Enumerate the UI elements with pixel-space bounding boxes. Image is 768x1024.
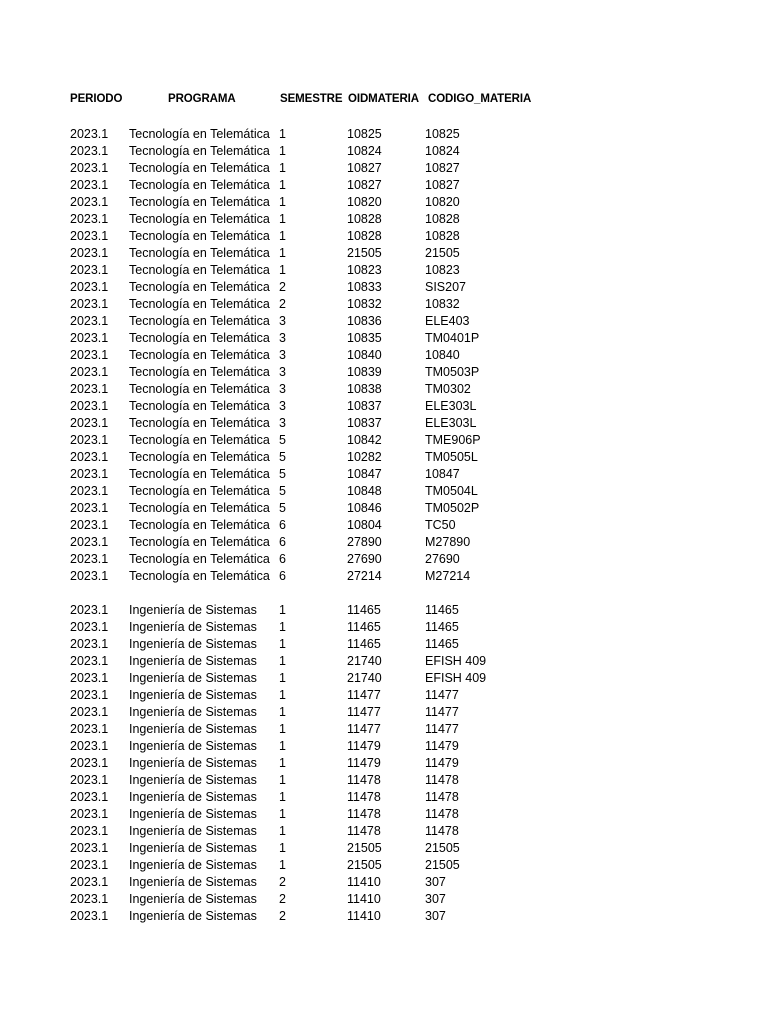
cell-programa: Tecnología en Telemática — [129, 280, 270, 294]
cell-programa: Ingeniería de Sistemas — [129, 790, 257, 804]
cell-periodo: 2023.1 — [70, 161, 109, 175]
table-row — [0, 789, 768, 806]
cell-codigo-materia: 10832 — [425, 297, 460, 311]
table-header — [0, 93, 768, 109]
cell-codigo-materia: 11479 — [425, 756, 459, 770]
cell-oidmateria: 10804 — [347, 518, 382, 532]
table-row — [0, 466, 768, 483]
cell-periodo: 2023.1 — [70, 450, 109, 464]
cell-programa: Tecnología en Telemática — [129, 348, 270, 362]
cell-programa: Ingeniería de Sistemas — [129, 637, 257, 651]
cell-oidmateria: 27690 — [347, 552, 382, 566]
cell-programa: Tecnología en Telemática — [129, 399, 270, 413]
cell-semestre: 5 — [279, 433, 286, 447]
cell-semestre: 1 — [279, 773, 286, 787]
cell-programa: Tecnología en Telemática — [129, 246, 270, 260]
cell-semestre: 1 — [279, 858, 286, 872]
cell-codigo-materia: 10827 — [425, 161, 460, 175]
table-row — [0, 296, 768, 313]
cell-programa: Ingeniería de Sistemas — [129, 688, 257, 702]
cell-codigo-materia: EFISH 409 — [425, 671, 487, 685]
cell-periodo: 2023.1 — [70, 790, 109, 804]
table-row — [0, 874, 768, 891]
table-row — [0, 619, 768, 636]
cell-semestre: 5 — [279, 467, 286, 481]
cell-semestre: 1 — [279, 263, 286, 277]
cell-programa: Tecnología en Telemática — [129, 212, 270, 226]
cell-programa: Tecnología en Telemática — [129, 535, 270, 549]
cell-semestre: 1 — [279, 178, 286, 192]
cell-semestre: 1 — [279, 756, 286, 770]
cell-programa: Tecnología en Telemática — [129, 552, 270, 566]
cell-codigo-materia: 11477 — [425, 722, 459, 736]
cell-semestre: 1 — [279, 671, 286, 685]
cell-codigo-materia: 10840 — [425, 348, 460, 362]
cell-programa: Tecnología en Telemática — [129, 297, 270, 311]
table-row — [0, 160, 768, 177]
cell-codigo-materia: 10827 — [425, 178, 460, 192]
cell-semestre: 6 — [279, 569, 286, 583]
table-row — [0, 432, 768, 449]
cell-programa: Tecnología en Telemática — [129, 467, 270, 481]
cell-periodo: 2023.1 — [70, 705, 109, 719]
cell-periodo: 2023.1 — [70, 688, 109, 702]
cell-codigo-materia: 11477 — [425, 705, 459, 719]
table-row — [0, 313, 768, 330]
cell-programa: Tecnología en Telemática — [129, 382, 270, 396]
cell-periodo: 2023.1 — [70, 756, 109, 770]
cell-codigo-materia: M27890 — [425, 535, 471, 549]
cell-semestre: 1 — [279, 824, 286, 838]
table-row — [0, 398, 768, 415]
cell-semestre: 6 — [279, 535, 286, 549]
cell-oidmateria: 11410 — [347, 892, 381, 906]
cell-programa: Tecnología en Telemática — [129, 229, 270, 243]
cell-semestre: 3 — [279, 399, 286, 413]
cell-periodo: 2023.1 — [70, 501, 109, 515]
cell-semestre: 3 — [279, 416, 286, 430]
cell-semestre: 6 — [279, 552, 286, 566]
cell-semestre: 2 — [279, 297, 286, 311]
cell-semestre: 3 — [279, 382, 286, 396]
cell-programa: Tecnología en Telemática — [129, 178, 270, 192]
table-row — [0, 262, 768, 279]
cell-periodo: 2023.1 — [70, 416, 109, 430]
cell-oidmateria: 10825 — [347, 127, 382, 141]
cell-periodo: 2023.1 — [70, 620, 109, 634]
table-row — [0, 687, 768, 704]
table-row — [0, 517, 768, 534]
table-row — [0, 840, 768, 857]
cell-programa: Tecnología en Telemática — [129, 331, 270, 345]
cell-oidmateria: 21740 — [347, 654, 382, 668]
cell-periodo: 2023.1 — [70, 212, 109, 226]
cell-semestre: 1 — [279, 722, 286, 736]
table-row — [0, 279, 768, 296]
cell-periodo: 2023.1 — [70, 263, 109, 277]
cell-codigo-materia: 21505 — [425, 858, 460, 872]
cell-codigo-materia: TM0503P — [425, 365, 480, 379]
cell-oidmateria: 10820 — [347, 195, 382, 209]
cell-oidmateria: 10282 — [347, 450, 382, 464]
cell-periodo: 2023.1 — [70, 246, 109, 260]
cell-programa: Tecnología en Telemática — [129, 195, 270, 209]
cell-programa: Tecnología en Telemática — [129, 416, 270, 430]
cell-codigo-materia: TM0505L — [425, 450, 478, 464]
cell-periodo: 2023.1 — [70, 858, 109, 872]
cell-periodo: 2023.1 — [70, 348, 109, 362]
cell-periodo: 2023.1 — [70, 824, 109, 838]
cell-periodo: 2023.1 — [70, 484, 109, 498]
cell-oidmateria: 27890 — [347, 535, 382, 549]
telematica-rows — [0, 126, 768, 585]
cell-codigo-materia: 10824 — [425, 144, 460, 158]
cell-oidmateria: 10847 — [347, 467, 382, 481]
cell-semestre: 5 — [279, 450, 286, 464]
cell-oidmateria: 10839 — [347, 365, 382, 379]
cell-oidmateria: 10848 — [347, 484, 382, 498]
table-row — [0, 364, 768, 381]
cell-codigo-materia: 21505 — [425, 246, 460, 260]
cell-codigo-materia: TM0502P — [425, 501, 480, 515]
cell-programa: Ingeniería de Sistemas — [129, 858, 257, 872]
header-oidmateria: OIDMATERIA — [348, 93, 419, 105]
cell-programa: Ingeniería de Sistemas — [129, 654, 257, 668]
cell-codigo-materia: ELE403 — [425, 314, 470, 328]
cell-oidmateria: 11478 — [347, 790, 381, 804]
cell-oidmateria: 10835 — [347, 331, 382, 345]
table-row — [0, 891, 768, 908]
cell-periodo: 2023.1 — [70, 280, 109, 294]
header-programa: PROGRAMA — [168, 93, 236, 105]
cell-oidmateria: 11477 — [347, 688, 381, 702]
cell-codigo-materia: SIS207 — [425, 280, 467, 294]
cell-programa: Ingeniería de Sistemas — [129, 671, 257, 685]
cell-oidmateria: 10823 — [347, 263, 382, 277]
cell-programa: Ingeniería de Sistemas — [129, 756, 257, 770]
table-row — [0, 126, 768, 143]
cell-periodo: 2023.1 — [70, 654, 109, 668]
cell-semestre: 5 — [279, 484, 286, 498]
table-row — [0, 806, 768, 823]
table-row — [0, 330, 768, 347]
cell-oidmateria: 10827 — [347, 161, 382, 175]
cell-semestre: 1 — [279, 790, 286, 804]
cell-programa: Ingeniería de Sistemas — [129, 603, 257, 617]
table-row — [0, 772, 768, 789]
cell-oidmateria: 11478 — [347, 773, 381, 787]
cell-codigo-materia: 10823 — [425, 263, 460, 277]
cell-semestre: 3 — [279, 314, 286, 328]
cell-oidmateria: 11479 — [347, 739, 381, 753]
cell-oidmateria: 27214 — [347, 569, 382, 583]
table-row — [0, 670, 768, 687]
cell-semestre: 3 — [279, 331, 286, 345]
cell-oidmateria: 10840 — [347, 348, 382, 362]
cell-semestre: 6 — [279, 518, 286, 532]
cell-programa: Ingeniería de Sistemas — [129, 722, 257, 736]
cell-codigo-materia: 10847 — [425, 467, 460, 481]
header-semestre: SEMESTRE — [280, 93, 343, 105]
cell-semestre: 2 — [279, 280, 286, 294]
cell-periodo: 2023.1 — [70, 467, 109, 481]
table-row — [0, 602, 768, 619]
cell-oidmateria: 10837 — [347, 399, 382, 413]
cell-codigo-materia: 11477 — [425, 688, 459, 702]
cell-oidmateria: 11465 — [347, 603, 381, 617]
cell-programa: Tecnología en Telemática — [129, 365, 270, 379]
cell-codigo-materia: M27214 — [425, 569, 471, 583]
cell-codigo-materia: 11465 — [425, 620, 459, 634]
table-row — [0, 211, 768, 228]
cell-oidmateria: 10837 — [347, 416, 382, 430]
table-row — [0, 636, 768, 653]
table-row — [0, 823, 768, 840]
cell-codigo-materia: 27690 — [425, 552, 460, 566]
table-row — [0, 704, 768, 721]
cell-codigo-materia: EFISH 409 — [425, 654, 487, 668]
cell-semestre: 1 — [279, 841, 286, 855]
cell-programa: Ingeniería de Sistemas — [129, 739, 257, 753]
cell-periodo: 2023.1 — [70, 603, 109, 617]
cell-codigo-materia: 11478 — [425, 773, 459, 787]
table-row — [0, 738, 768, 755]
cell-oidmateria: 10836 — [347, 314, 382, 328]
cell-programa: Ingeniería de Sistemas — [129, 620, 257, 634]
cell-oidmateria: 10828 — [347, 229, 382, 243]
cell-oidmateria: 11465 — [347, 620, 381, 634]
cell-codigo-materia: 11478 — [425, 790, 459, 804]
cell-codigo-materia: 307 — [425, 892, 446, 906]
cell-semestre: 1 — [279, 739, 286, 753]
cell-codigo-materia: TM0504L — [425, 484, 478, 498]
cell-semestre: 1 — [279, 161, 286, 175]
cell-programa: Ingeniería de Sistemas — [129, 773, 257, 787]
cell-oidmateria: 21740 — [347, 671, 382, 685]
cell-codigo-materia: 11479 — [425, 739, 459, 753]
table-row — [0, 228, 768, 245]
table-row — [0, 483, 768, 500]
cell-semestre: 1 — [279, 127, 286, 141]
table-row — [0, 857, 768, 874]
cell-oidmateria: 21505 — [347, 841, 382, 855]
cell-codigo-materia: ELE303L — [425, 399, 477, 413]
cell-programa: Tecnología en Telemática — [129, 144, 270, 158]
cell-oidmateria: 11410 — [347, 909, 381, 923]
cell-oidmateria: 10838 — [347, 382, 382, 396]
cell-semestre: 1 — [279, 620, 286, 634]
cell-periodo: 2023.1 — [70, 875, 109, 889]
cell-semestre: 5 — [279, 501, 286, 515]
cell-periodo: 2023.1 — [70, 331, 109, 345]
cell-semestre: 3 — [279, 348, 286, 362]
cell-codigo-materia: ELE303L — [425, 416, 477, 430]
cell-periodo: 2023.1 — [70, 195, 109, 209]
cell-codigo-materia: 11465 — [425, 603, 459, 617]
cell-semestre: 1 — [279, 603, 286, 617]
cell-periodo: 2023.1 — [70, 297, 109, 311]
table-row — [0, 449, 768, 466]
cell-oidmateria: 10832 — [347, 297, 382, 311]
table-row — [0, 755, 768, 772]
cell-periodo: 2023.1 — [70, 518, 109, 532]
table-row — [0, 415, 768, 432]
cell-programa: Tecnología en Telemática — [129, 314, 270, 328]
cell-programa: Tecnología en Telemática — [129, 518, 270, 532]
cell-periodo: 2023.1 — [70, 739, 109, 753]
cell-periodo: 2023.1 — [70, 433, 109, 447]
cell-codigo-materia: 10825 — [425, 127, 460, 141]
cell-codigo-materia: 10820 — [425, 195, 460, 209]
cell-oidmateria: 11479 — [347, 756, 381, 770]
cell-programa: Tecnología en Telemática — [129, 433, 270, 447]
cell-periodo: 2023.1 — [70, 909, 109, 923]
cell-semestre: 2 — [279, 875, 286, 889]
table-row — [0, 534, 768, 551]
cell-semestre: 1 — [279, 705, 286, 719]
cell-codigo-materia: TME906P — [425, 433, 481, 447]
cell-programa: Tecnología en Telemática — [129, 501, 270, 515]
cell-programa: Tecnología en Telemática — [129, 263, 270, 277]
cell-oidmateria: 10828 — [347, 212, 382, 226]
cell-programa: Tecnología en Telemática — [129, 161, 270, 175]
cell-periodo: 2023.1 — [70, 229, 109, 243]
cell-codigo-materia: 10828 — [425, 229, 460, 243]
cell-periodo: 2023.1 — [70, 382, 109, 396]
table-row — [0, 721, 768, 738]
cell-programa: Tecnología en Telemática — [129, 450, 270, 464]
cell-oidmateria: 21505 — [347, 246, 382, 260]
cell-semestre: 1 — [279, 144, 286, 158]
table-row — [0, 143, 768, 160]
cell-codigo-materia: TM0401P — [425, 331, 480, 345]
cell-periodo: 2023.1 — [70, 314, 109, 328]
cell-programa: Ingeniería de Sistemas — [129, 824, 257, 838]
cell-programa: Tecnología en Telemática — [129, 569, 270, 583]
cell-codigo-materia: TM0302 — [425, 382, 471, 396]
cell-oidmateria: 11478 — [347, 824, 381, 838]
cell-codigo-materia: 10828 — [425, 212, 460, 226]
cell-semestre: 1 — [279, 654, 286, 668]
table-row — [0, 347, 768, 364]
table-row — [0, 245, 768, 262]
cell-semestre: 1 — [279, 229, 286, 243]
cell-periodo: 2023.1 — [70, 637, 109, 651]
cell-oidmateria: 11477 — [347, 705, 381, 719]
cell-programa: Ingeniería de Sistemas — [129, 892, 257, 906]
table-row — [0, 653, 768, 670]
table-row — [0, 381, 768, 398]
cell-codigo-materia: 21505 — [425, 841, 460, 855]
cell-periodo: 2023.1 — [70, 178, 109, 192]
cell-programa: Ingeniería de Sistemas — [129, 909, 257, 923]
cell-programa: Ingeniería de Sistemas — [129, 705, 257, 719]
cell-periodo: 2023.1 — [70, 773, 109, 787]
table-row — [0, 194, 768, 211]
header-codigo-materia: CODIGO_MATERIA — [428, 93, 532, 105]
cell-periodo: 2023.1 — [70, 144, 109, 158]
cell-oidmateria: 11477 — [347, 722, 381, 736]
cell-programa: Tecnología en Telemática — [129, 484, 270, 498]
cell-semestre: 1 — [279, 212, 286, 226]
cell-oidmateria: 11465 — [347, 637, 381, 651]
cell-semestre: 2 — [279, 892, 286, 906]
cell-oidmateria: 10833 — [347, 280, 382, 294]
cell-oidmateria: 10824 — [347, 144, 382, 158]
cell-semestre: 1 — [279, 807, 286, 821]
cell-semestre: 1 — [279, 637, 286, 651]
cell-programa: Tecnología en Telemática — [129, 127, 270, 141]
cell-oidmateria: 21505 — [347, 858, 382, 872]
cell-semestre: 1 — [279, 246, 286, 260]
cell-periodo: 2023.1 — [70, 127, 109, 141]
table-row — [0, 500, 768, 517]
cell-periodo: 2023.1 — [70, 807, 109, 821]
table-row — [0, 177, 768, 194]
table-row — [0, 568, 768, 585]
cell-oidmateria: 11478 — [347, 807, 381, 821]
cell-periodo: 2023.1 — [70, 399, 109, 413]
cell-codigo-materia: 307 — [425, 909, 446, 923]
cell-programa: Ingeniería de Sistemas — [129, 875, 257, 889]
cell-codigo-materia: 11478 — [425, 824, 459, 838]
cell-programa: Ingeniería de Sistemas — [129, 807, 257, 821]
sistemas-rows — [0, 602, 768, 925]
table-row — [0, 908, 768, 925]
cell-periodo: 2023.1 — [70, 535, 109, 549]
cell-codigo-materia: 11465 — [425, 637, 459, 651]
cell-oidmateria: 11410 — [347, 875, 381, 889]
cell-oidmateria: 10846 — [347, 501, 382, 515]
cell-periodo: 2023.1 — [70, 569, 109, 583]
cell-oidmateria: 10842 — [347, 433, 382, 447]
cell-periodo: 2023.1 — [70, 552, 109, 566]
cell-semestre: 2 — [279, 909, 286, 923]
header-periodo: PERIODO — [70, 93, 123, 105]
cell-periodo: 2023.1 — [70, 722, 109, 736]
cell-oidmateria: 10827 — [347, 178, 382, 192]
cell-codigo-materia: TC50 — [425, 518, 456, 532]
cell-periodo: 2023.1 — [70, 365, 109, 379]
cell-periodo: 2023.1 — [70, 841, 109, 855]
cell-codigo-materia: 307 — [425, 875, 446, 889]
cell-semestre: 1 — [279, 688, 286, 702]
cell-codigo-materia: 11478 — [425, 807, 459, 821]
cell-semestre: 3 — [279, 365, 286, 379]
cell-programa: Ingeniería de Sistemas — [129, 841, 257, 855]
table-row — [0, 551, 768, 568]
cell-semestre: 1 — [279, 195, 286, 209]
cell-periodo: 2023.1 — [70, 671, 109, 685]
cell-periodo: 2023.1 — [70, 892, 109, 906]
